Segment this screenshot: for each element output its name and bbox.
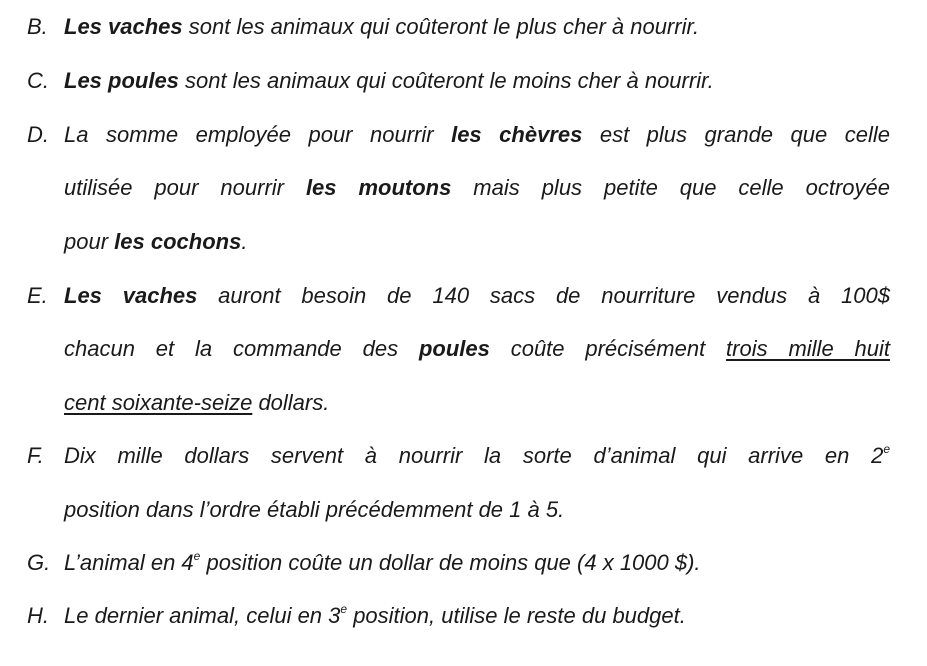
text-segment: La somme employée pour nourrir (64, 122, 452, 147)
list-marker: B. (27, 14, 48, 39)
text-segment: . (241, 229, 248, 254)
text-segment: L’animal en 4 (64, 550, 194, 575)
text-segment: position, utilise le reste du budget. (347, 603, 686, 628)
list-marker: G. (27, 550, 51, 575)
superscript: e (340, 602, 348, 616)
statement-line (64, 281, 890, 311)
statement-line (64, 227, 247, 257)
superscript: e (883, 442, 890, 456)
text-segment: est plus grande que celle (582, 122, 890, 147)
statement-line (64, 441, 890, 471)
list-marker: E. (27, 283, 48, 308)
bold-text: les chèvres (451, 122, 583, 147)
statement-line (64, 495, 564, 525)
underlined-text: cent soixante-seize (64, 390, 253, 415)
text-segment: utilisée pour nourrir (64, 175, 306, 200)
text-segment: chacun et la commande des (64, 336, 419, 361)
statement-line (64, 601, 686, 631)
statement-line (64, 548, 701, 578)
text-segment: position coûte un dollar de moins que (4 x 1000 $). (200, 550, 701, 575)
statement-line (64, 173, 890, 203)
statement-line (64, 334, 890, 364)
text-segment: Le dernier animal, celui en 3 (64, 603, 341, 628)
text-segment: coûte précisément (489, 336, 727, 361)
list-marker: F. (27, 443, 44, 468)
text-segment: pour (64, 229, 115, 254)
bold-text: les cochons (114, 229, 242, 254)
text-segment: dollars. (252, 390, 330, 415)
list-marker: H. (27, 603, 49, 628)
superscript: e (193, 549, 201, 563)
bold-text: Les vaches (64, 283, 198, 308)
text-segment: sont les animaux qui coûteront le plus cher à nourrir. (182, 14, 700, 39)
statement-line (64, 66, 714, 96)
statement-line (64, 12, 699, 42)
text-segment: auront besoin de 140 sacs de nourriture vendus à 100$ (197, 283, 890, 308)
underlined-text: trois mille huit (726, 336, 890, 361)
bold-text: Les poules (64, 68, 179, 93)
bold-text: Les vaches (64, 14, 183, 39)
list-marker: D. (27, 122, 49, 147)
text-segment: Dix mille dollars servent à nourrir la sorte d’animal qui arrive en 2 (64, 443, 884, 468)
bold-text: poules (418, 336, 490, 361)
list-marker: C. (27, 68, 49, 93)
statement-line (64, 388, 329, 418)
text-segment: mais plus petite que celle octroyée (451, 175, 890, 200)
text-segment: sont les animaux qui coûteront le moins cher à nourrir. (178, 68, 714, 93)
text-segment: position dans l’ordre établi précédemment de 1 à 5. (64, 497, 565, 522)
bold-text: les moutons (305, 175, 452, 200)
statement-line (64, 120, 890, 150)
